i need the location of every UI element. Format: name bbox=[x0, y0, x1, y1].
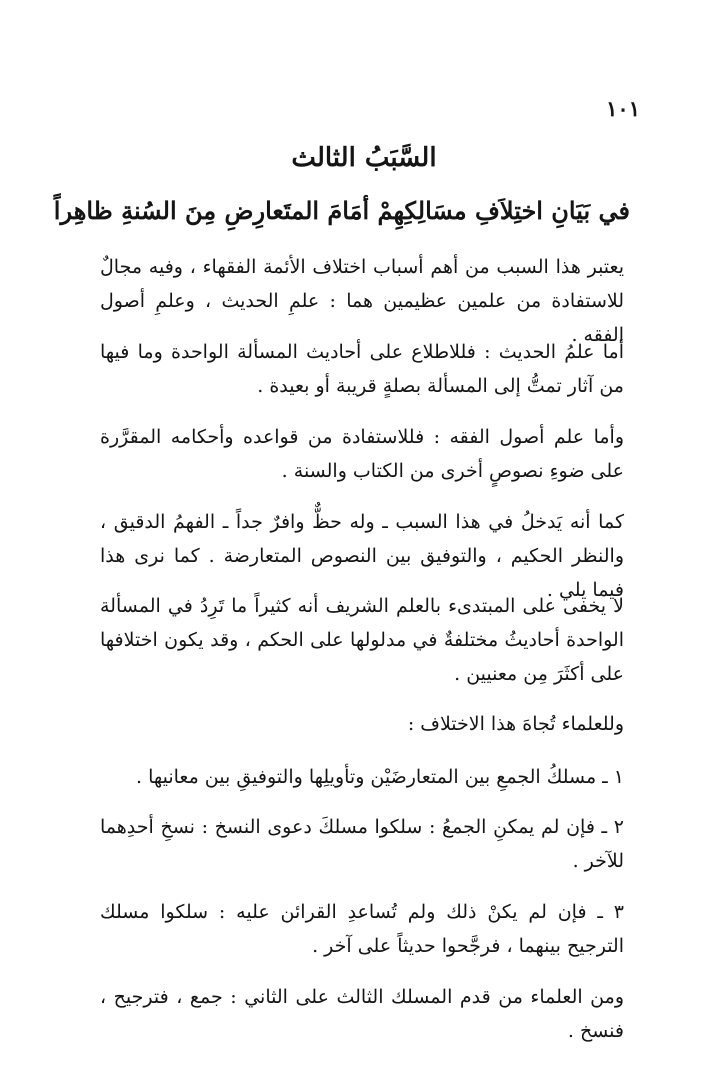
list-item-text: ٣ ـ فإن لم يكنْ ذلك ولم تُساعدِ القرائن عليه : سلكوا مسلك الترجيح بينهما ، فرجَّحوا حديثاً على آخر . bbox=[100, 901, 624, 957]
chapter-title: السَّبَبُ الثالث bbox=[291, 143, 437, 173]
paragraph-text: أما علمُ الحديث : فللاطلاع على أحاديث المسألة الواحدة وما فيها من آثار تمتُّ إلى المسألة بصلةٍ قريبة أو بعيدة . bbox=[100, 341, 624, 397]
paragraph-contradiction bbox=[100, 589, 624, 691]
paragraph-text: لا يخفى على المبتدىء بالعلم الشريف أنه كثيراً ما تَرِدُ في المسألة الواحدة أحاديثُ مختلفةٌ في مدلولها على الحكم ، وقد يكون اختلافها على أكثَرَ مِن معنيين . bbox=[100, 595, 624, 685]
paragraph-usul bbox=[100, 420, 624, 488]
paragraph-text: يعتبر هذا السبب من أهم أسباب اختلاف الأئمة الفقهاء ، وفيه مجالٌ للاستفادة من علمين عظيمين هما : علمِ الحديث ، وعلمِ أصول الفقه . bbox=[100, 256, 624, 346]
paragraph-text: ومن العلماء من قدم المسلك الثالث على الثاني : جمع ، فترجيح ، فنسخ . bbox=[100, 986, 624, 1042]
paragraph-scholars bbox=[100, 707, 624, 741]
paragraph-text: وللعلماء تُجاهَ هذا الاختلاف : bbox=[407, 713, 624, 735]
list-item-2 bbox=[100, 810, 624, 878]
list-item-text: ١ ـ مسلكُ الجمعِ بين المتعارضَيْن وتأويلِها والتوفيقِ بين معانيها . bbox=[135, 766, 624, 788]
section-title: في بَيَانِ اختِلاَفِ مسَالِكِهِمْ أمَامَ المتَعارِضِ مِنَ السُنةِ ظاهِراً bbox=[53, 196, 630, 225]
paragraph-text: وأما علم أصول الفقه : فللاستفادة من قواعده وأحكامه المقرَّرة على ضوءِ نصوصٍ أخرى من الكتاب والسنة . bbox=[100, 426, 624, 482]
paragraph-order bbox=[100, 980, 624, 1048]
paragraph-text: كما أنه يَدخلُ في هذا السبب ـ وله حظٌّ وافرٌ جداً ـ الفهمُ الدقيق ، والنظر الحكيم ، والتوفيق بين النصوص المتعارضة . كما نرى هذا فيما يلي . bbox=[100, 511, 624, 601]
page-number: ١٠١ bbox=[606, 96, 640, 121]
list-item-1 bbox=[100, 760, 624, 794]
list-item-text: ٢ ـ فإن لم يمكنِ الجمعُ : سلكوا مسلكَ دعوى النسخ : نسخِ أحدِهما للآخر . bbox=[100, 816, 624, 872]
paragraph-hadith bbox=[100, 335, 624, 403]
list-item-3 bbox=[100, 895, 624, 963]
